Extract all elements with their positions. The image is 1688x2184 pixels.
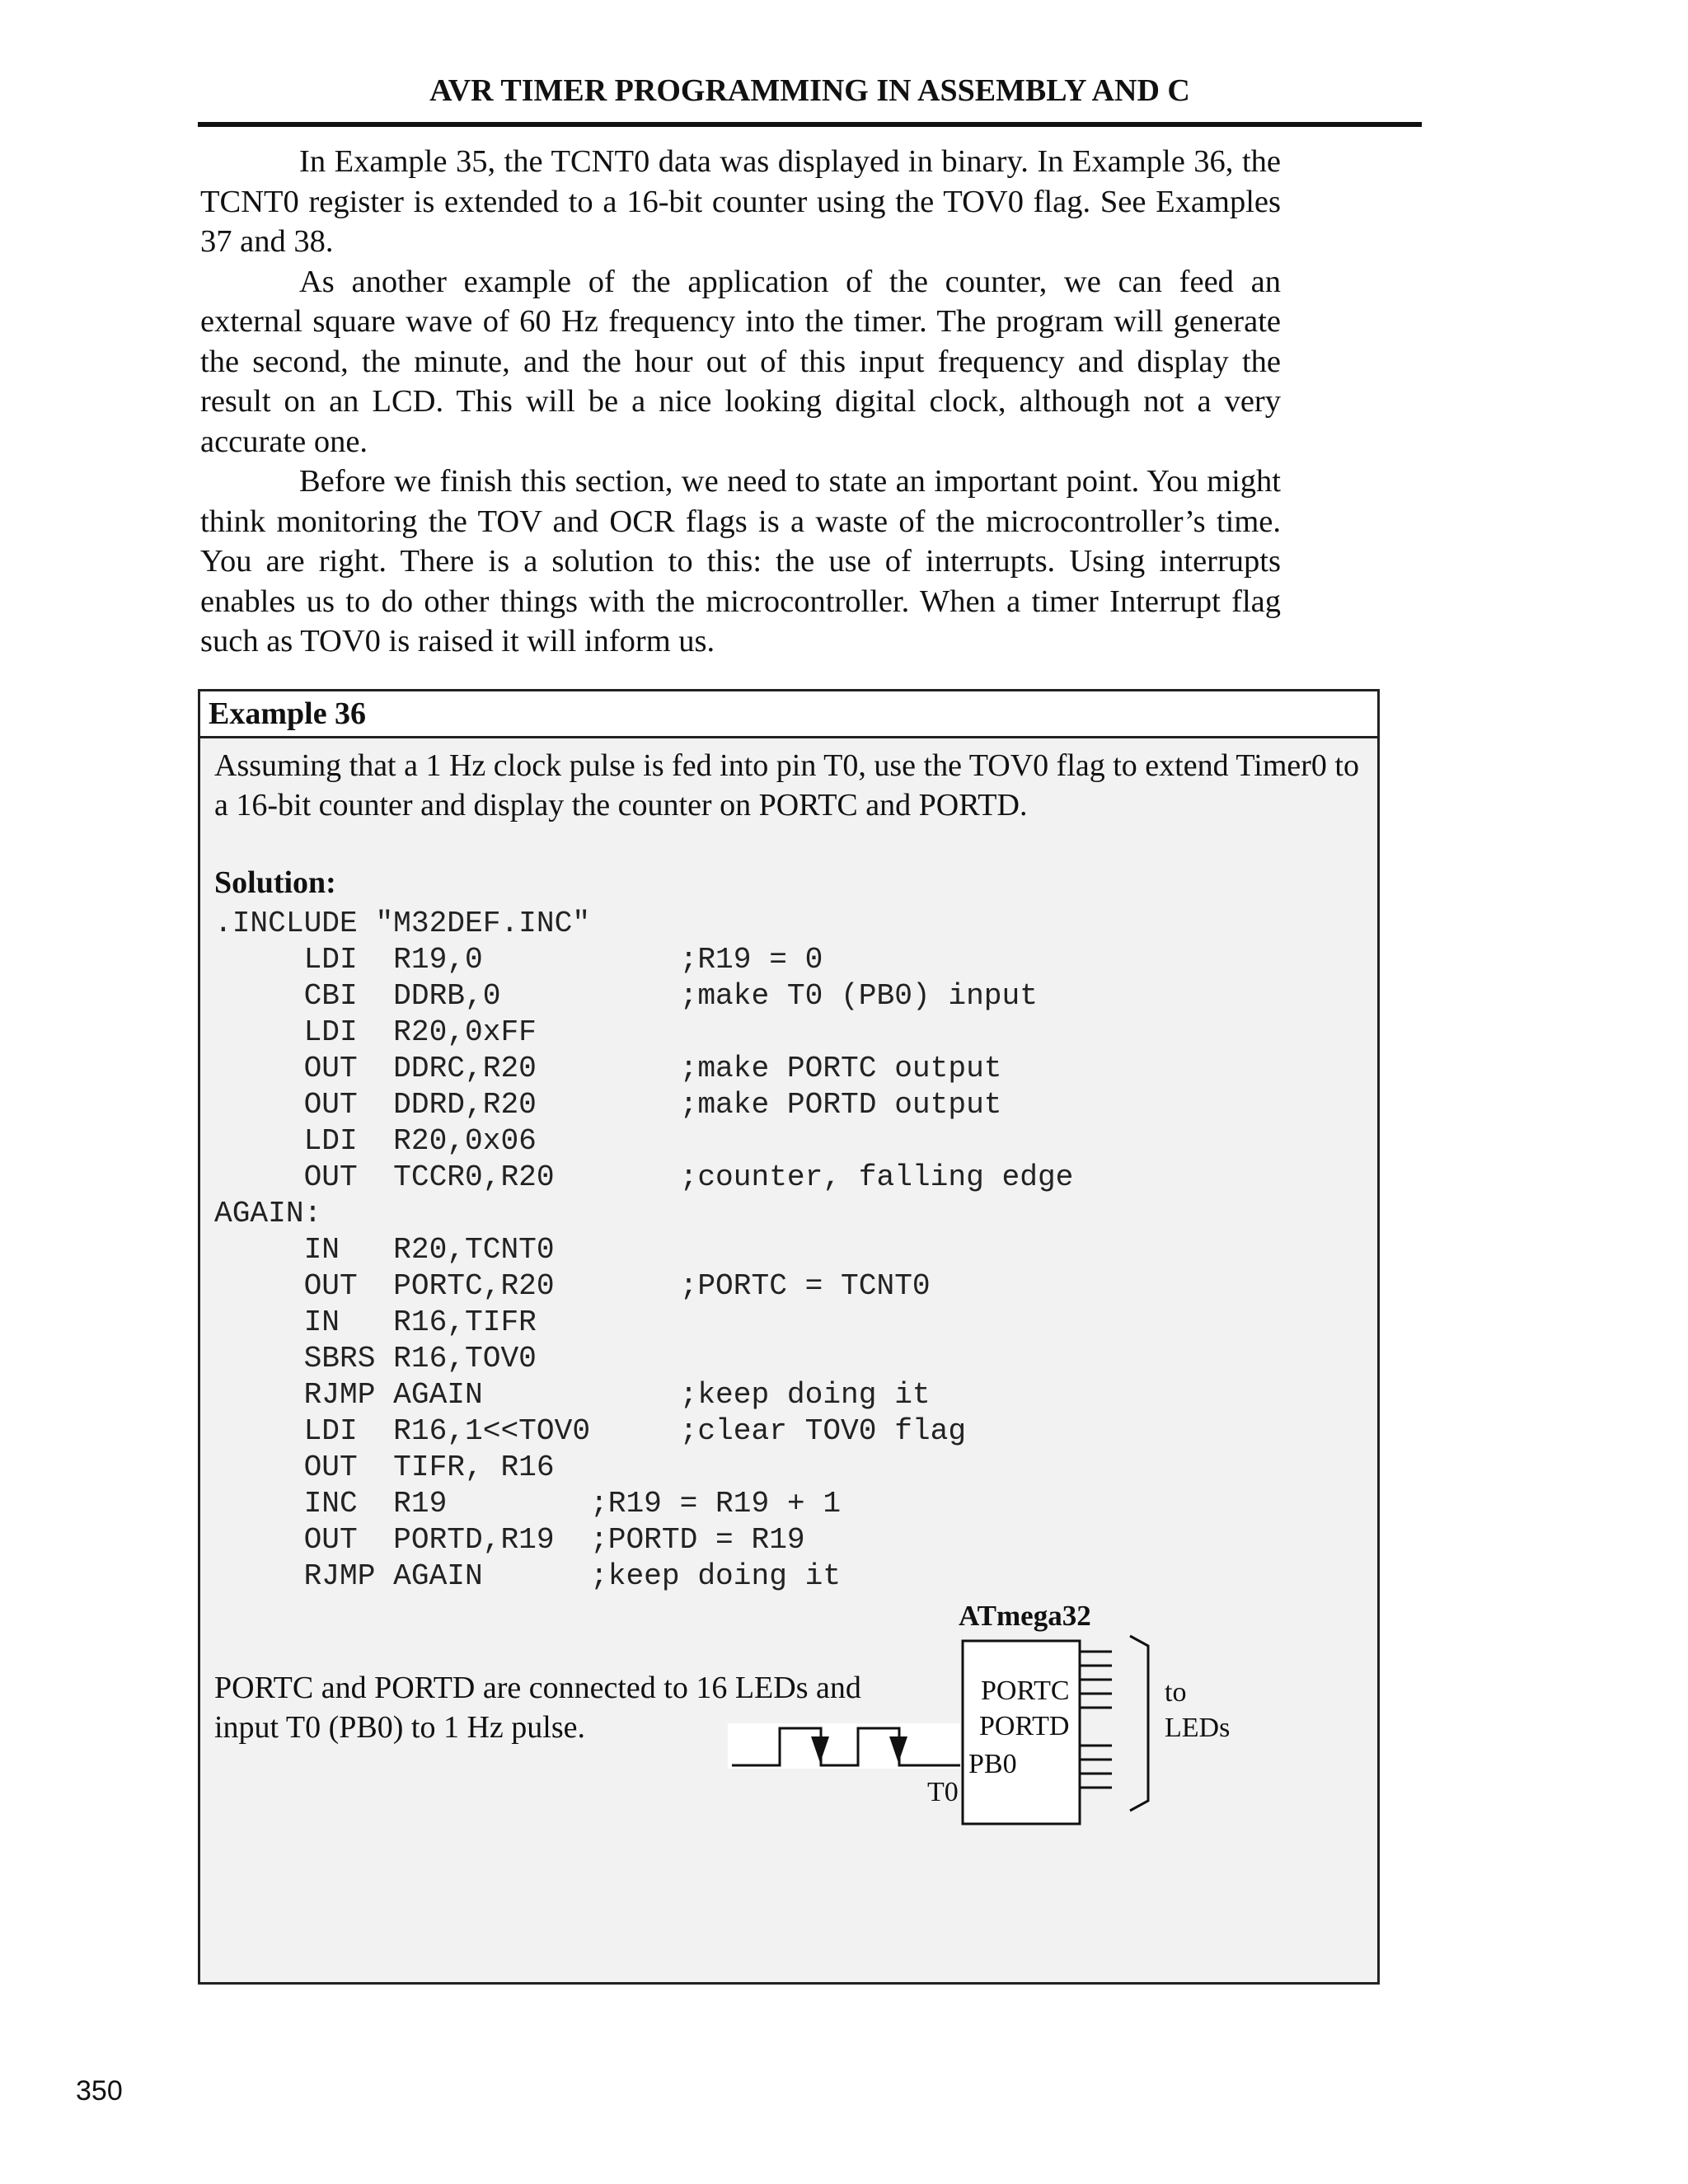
leds-to-label: to [1165, 1677, 1187, 1708]
solution-label: Solution: [214, 865, 336, 900]
led-brace [1130, 1636, 1148, 1811]
leds-label: LEDs [1165, 1713, 1231, 1743]
example-problem: Assuming that a 1 Hz clock pulse is fed into pin T0, use the TOV0 flag to extend Timer0 to a 16-bit counter and display the counter on PORTC and PORTD. [214, 748, 1359, 823]
waveform-backdrop [728, 1723, 960, 1769]
paragraph-3: Before we finish this section, we need to state an important point. You might think monitoring the TOV and OCR flags is a waste of the microcontroller’s time. You are right. There is a solution to this: the use of interrupts. Using interrupts enables us to do other things with the microcontroller. When a timer Interrupt flag such as TOV0 is raised it will inform us. [200, 464, 1281, 658]
connection-note: PORTC and PORTD are connected to 16 LEDs and input T0 (PB0) to 1 Hz pulse. [214, 1671, 861, 1745]
chip-label: ATmega32 [959, 1600, 1091, 1632]
atmega32-led-diagram [200, 691, 1377, 1982]
led-output-lines [1080, 1652, 1112, 1788]
example-title: Example 36 [200, 691, 1377, 738]
portd-label: PORTD [979, 1711, 1070, 1741]
page-number: 350 [76, 2075, 123, 2107]
body-text [200, 142, 1281, 662]
running-head: AVR TIMER PROGRAMMING IN ASSEMBLY AND C [429, 73, 1190, 108]
paragraph-1: In Example 35, the TCNT0 data was displayed in binary. In Example 36, the TCNT0 register is extended to a 16-bit counter using the TOV0 flag. See Examples 37 and 38. [200, 144, 1281, 259]
example-box [198, 689, 1380, 1985]
pb0-label: PB0 [968, 1749, 1017, 1779]
t0-label: T0 [927, 1777, 959, 1807]
portc-label: PORTC [981, 1675, 1070, 1706]
assembly-code-listing: .INCLUDE "M32DEF.INC" LDI R19,0 ;R19 = 0 CBI DDRB,0 ;make T0 (PB0) input LDI R20,0xFF OUT DDRC,R20 ;make PORTC output OUT DDRD,R20 ;make PORTD output LDI R20,0x06 OUT TCCR0,R20 ;counter, falling edge AGAIN: IN R20,TCNT0 OUT PORTC,R20 ;PORTC = TCNT0 IN R16,TIFR SBRS R16,TOV0 RJMP AGAIN ;keep doing it LDI R16,1<<TOV0 ;clear TOV0 flag OUT TIFR, R16 INC R19 ;R19 = R19 + 1 OUT PORTD,R19 ;PORTD = R19 RJMP AGAIN ;keep doing it [214, 907, 1074, 1593]
paragraph-2: As another example of the application of the counter, we can feed an external square wave of 60 Hz frequency into the timer. The program will generate the second, the minute, and the hour out of this input frequency and display the result on an LCD. This will be a nice looking digital clock, although not a very accurate one. [200, 264, 1281, 459]
header-rule [198, 122, 1422, 127]
